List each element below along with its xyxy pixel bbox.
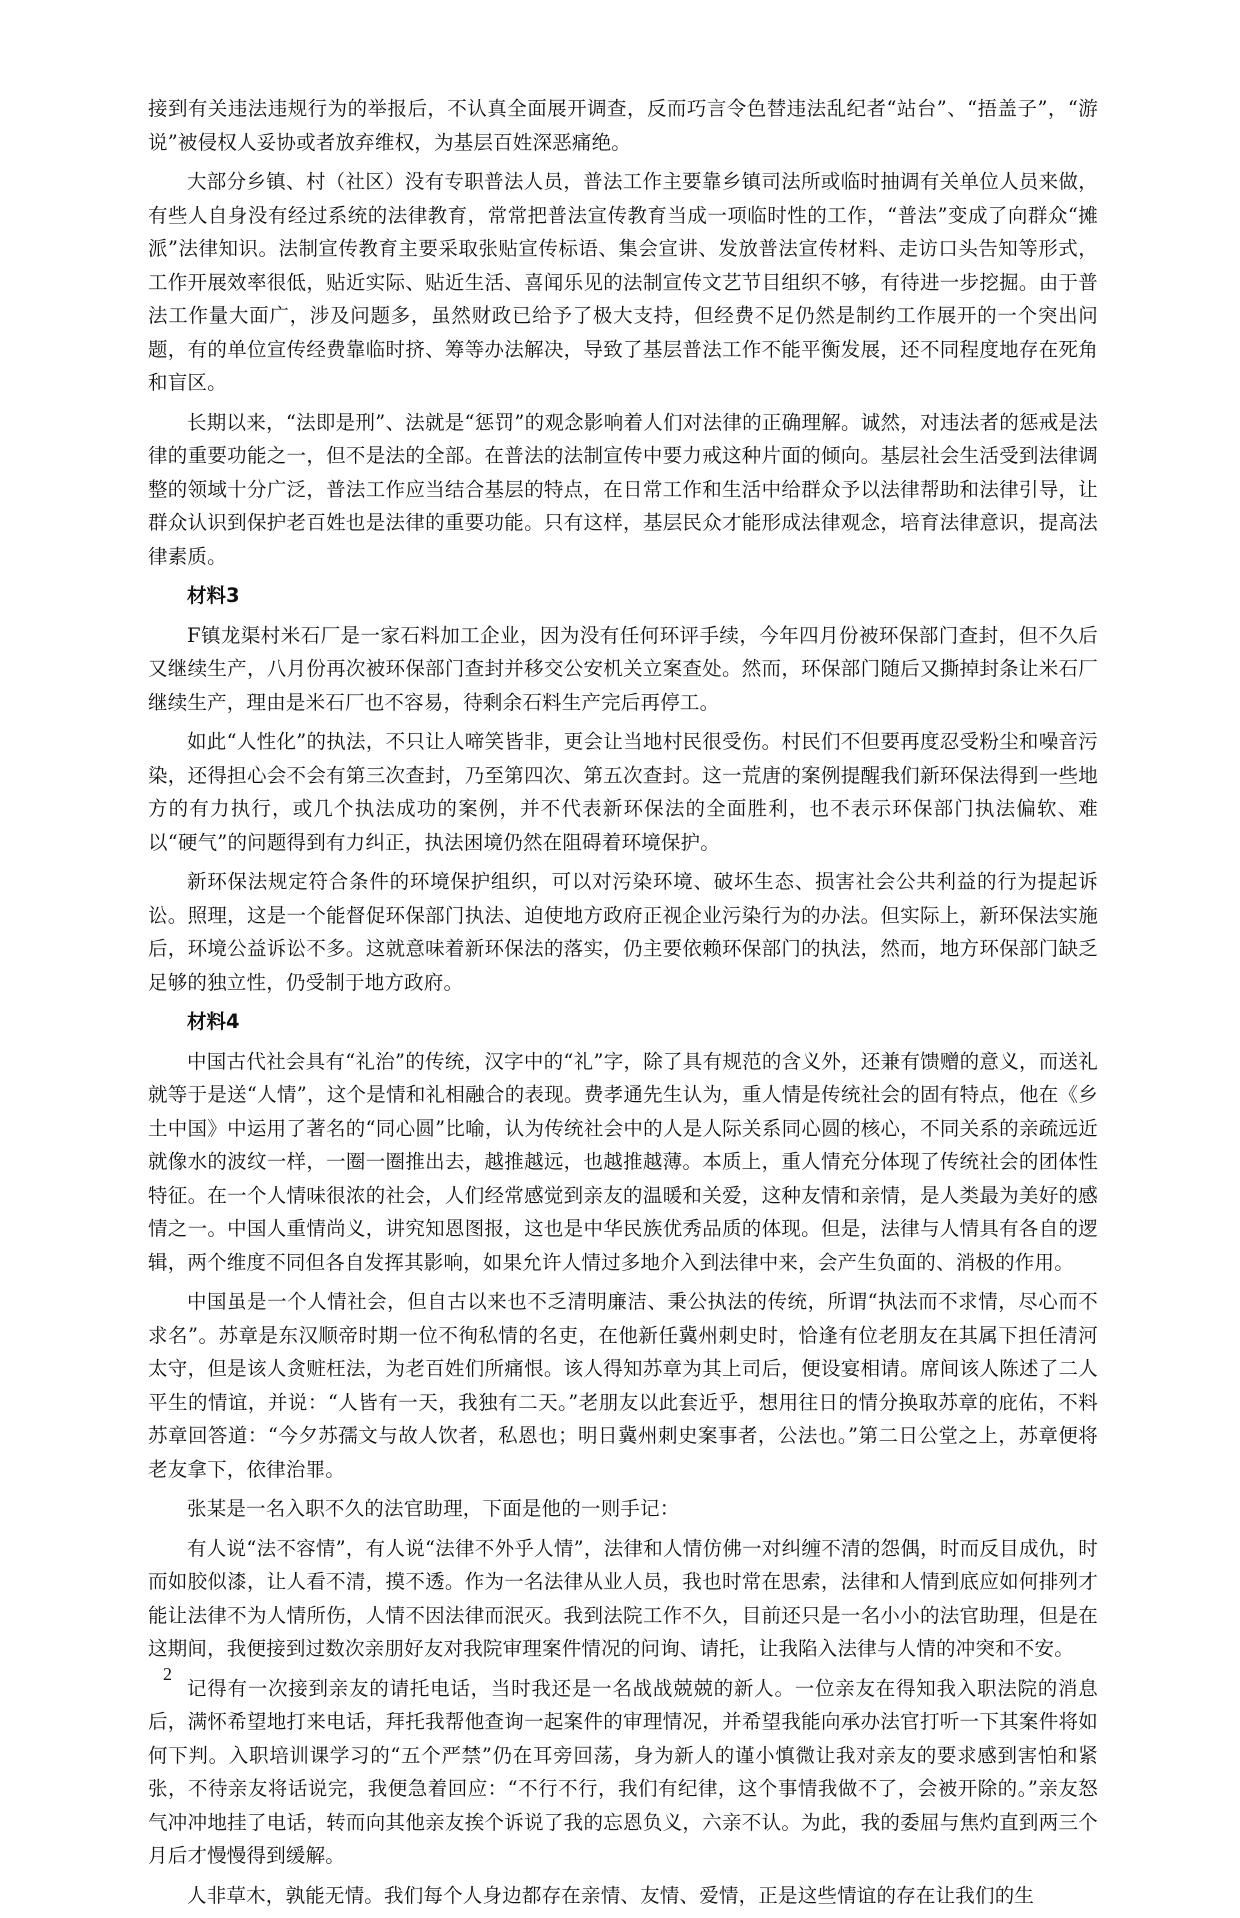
page-number: 2	[163, 1664, 172, 1684]
body-paragraph: 有人说“法不容情”，有人说“法律不外乎人情”，法律和人情仿佛一对纠缠不清的怨偶，时而反目成仇，时而如胶似漆，让人看不清，摸不透。作为一名法律从业人员，我也时常在思索，法律和人情到底应如何排列才能让法律不为人情所伤，人情不因法律而泯灭。我到法院工作不久，目前还只是一名小小的法官助理，但是在这期间，我便接到过数次亲朋好友对我院审理案件情况的问询、请托，让我陷入法律与人情的冲突和不安。	[148, 1536, 1098, 1660]
body-paragraph: 张某是一名入职不久的法官助理，下面是他的一则手记：	[187, 1497, 680, 1520]
body-paragraph: 大部分乡镇、村（社区）没有专职普法人员，普法工作主要靠乡镇司法所或临时抽调有关单位人员来做，有些人自身没有经过系统的法律教育，常常把普法宣传教育当成一项临时性的工作，“普法”变成了向群众“摊派”法律知识。法制宣传教育主要采取张贴宣传标语、集会宣讲、发放普法宣传材料、走访口头告知等形式，工作开展效率很低，贴近实际、贴近生活、喜闻乐见的法制宣传文艺节目组织不够，有待进一步挖掘。由于普法工作量大面广，涉及问题多，虽然财政已给予了极大支持，但经费不足仍然是制约工作展开的一个突出问题，有的单位宣传经费靠临时挤、筹等办法解决，导致了基层普法工作不能平衡发展，还不同程度地存在死角和盲区。	[148, 170, 1098, 394]
body-paragraph: 中国虽是一个人情社会，但自古以来也不乏清明廉洁、秉公执法的传统，所谓“执法而不求情，尽心而不求名”。苏章是东汉顺帝时期一位不徇私情的名吏，在他新任冀州刺史时，恰逢有位老朋友在其属下担任清河太守，但是该人贪赃枉法，为老百姓们所痛恨。该人得知苏章为其上司后，便设宴相请。席间该人陈述了二人平生的情谊，并说：“人皆有一天，我独有二天。”老朋友以此套近乎，想用往日的情分换取苏章的庇佑，不料苏章回答道：“今夕苏孺文与故人饮者，私恩也；明日冀州刺史案事者，公法也。”第二日公堂之上，苏章便将老友拿下，依律治罪。	[148, 1290, 1098, 1481]
body-paragraph: 人非草木，孰能无情。我们每个人身边都存在亲情、友情、爱情，正是这些情谊的存在让我们的生	[187, 1883, 1035, 1907]
body-paragraph: 中国古代社会具有“礼治”的传统，汉字中的“礼”字，除了具有规范的含义外，还兼有馈赠的意义，而送礼就等于是送“人情”，这个是情和礼相融合的表现。费孝通先生认为，重人情是传统社会的固有特点，他在《乡土中国》中运用了著名的“同心圆”比喻，认为传统社会中的人是人际关系同心圆的核心，不同关系的亲疏远近就像水的波纹一样，一圈一圈推出去，越推越远，也越推越薄。本质上，重人情充分体现了传统社会的团体性特征。在一个人情味很浓的社会，人们经常感觉到亲友的温暖和关爱，这种友情和亲情，是人类最为美好的感情之一。中国人重情尚义，讲究知恩图报，这也是中华民族优秀品质的体现。但是，法律与人情具有各自的逻辑，两个维度不同但各自发挥其影响，如果允许人情过多地介入到法律中来，会产生负面的、消极的作用。	[148, 1049, 1098, 1274]
body-paragraph: 如此“人性化”的执法，不只让人啼笑皆非，更会让当地村民很受伤。村民们不但要再度忍受粉尘和噪音污染，还得担心会不会有第三次查封，乃至第四次、第五次查封。这一荒唐的案例提醒我们新环保法得到一些地方的有力执行，或几个执法成功的案例，并不代表新环保法的全面胜利，也不表示环保部门执法偏软、难以“硬气”的问题得到有力纠正，执法困境仍然在阻碍着环境保护。	[148, 730, 1098, 854]
body-paragraph: F镇龙渠村米石厂是一家石料加工企业，因为没有任何环评手续，今年四月份被环保部门查封，但不久后又继续生产，八月份再次被环保部门查封并移交公安机关立案查处。然而，环保部门随后又撕掉封条让米石厂继续生产，理由是米石厂也不容易，待剩余石料生产完后再停工。	[148, 623, 1098, 714]
body-paragraph: 记得有一次接到亲友的请托电话，当时我还是一名战战兢兢的新人。一位亲友在得知我入职法院的消息后，满怀希望地打来电话，拜托我帮他查询一起案件的审理情况，并希望我能向承办法官打听一下其案件将如何下判。入职培训课学习的“五个严禁”仍在耳旁回荡，身为新人的谨小慎微让我对亲友的要求感到害怕和紧张，不待亲友将话说完，我便急着回应：“不行不行，我们有纪律，这个事情我做不了，会被开除的。”亲友怒气冲冲地挂了电话，转而向其他亲友挨个诉说了我的忘恩负义，六亲不认。为此，我的委屈与焦灼直到两三个月后才慢慢得到缓解。	[148, 1676, 1098, 1867]
body-paragraph: 长期以来，“法即是刑”、法就是“惩罚”的观念影响着人们对法律的正确理解。诚然，对违法者的惩戒是法律的重要功能之一，但不是法的全部。在普法的法制宣传中要力戒这种片面的倾向。基层社会生活受到法律调整的领域十分广泛，普法工作应当结合基层的特点，在日常工作和生活中给群众予以法律帮助和法律引导，让群众认识到保护老百姓也是法律的重要功能。只有这样，基层民众才能形成法律观念，培育法律意识，提高法律素质。	[148, 410, 1098, 568]
body-paragraph: 新环保法规定符合条件的环境保护组织，可以对污染环境、破坏生态、损害社会公共利益的行为提起诉讼。照理，这是一个能督促环保部门执法、迫使地方政府正视企业污染行为的办法。但实际上，新环保法实施后，环境公益诉讼不多。这就意味着新环保法的落实，仍主要依赖环保部门的执法，然而，地方环保部门缺乏足够的独立性，仍受制于地方政府。	[148, 870, 1098, 994]
body-paragraph: 接到有关违法违规行为的举报后，不认真全面展开调查，反而巧言令色替违法乱纪者“站台”、“捂盖子”，“游说”被侵权人妥协或者放弃维权，为基层百姓深恶痛绝。	[148, 97, 1098, 154]
section-heading: 材料4	[187, 1010, 240, 1033]
section-heading: 材料3	[187, 584, 240, 607]
document-page	[148, 92, 1098, 1918]
